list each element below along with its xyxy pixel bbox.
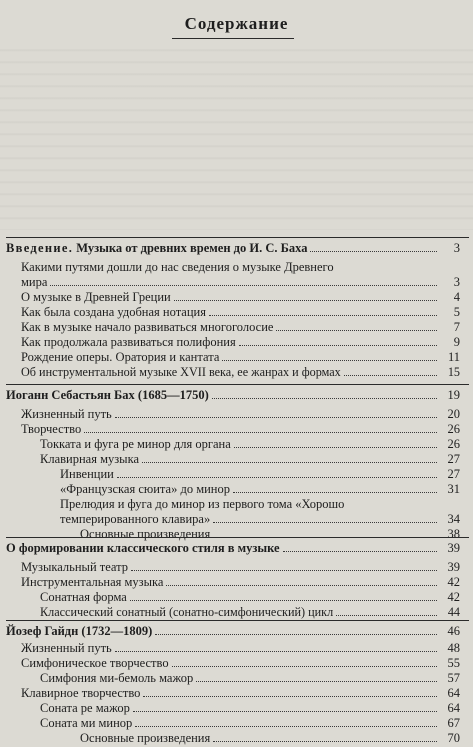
entry-text: О музыке в Древней Греции xyxy=(21,290,171,304)
section-separator xyxy=(6,237,469,238)
leader-dots xyxy=(213,741,437,742)
toc-entry-sources[interactable] xyxy=(21,275,460,290)
leader-dots xyxy=(115,651,437,652)
leader-dots xyxy=(209,315,437,316)
page-number: 39 xyxy=(447,541,460,555)
entry-text: Как была создана удобная нотация xyxy=(21,305,206,319)
leader-dots xyxy=(213,522,437,523)
toc-subsubentry-prelude-line1[interactable]: Прелюдия и фуга до минор из первого тома «Хорошо xyxy=(60,497,345,511)
toc-entry[interactable] xyxy=(21,575,460,590)
entry-text: Симфоническое творчество xyxy=(21,656,169,670)
entry-text: мира xyxy=(21,275,48,289)
heading-text: О формировании классического стиля в музыке xyxy=(6,541,280,555)
leader-dots xyxy=(196,681,437,682)
leader-dots xyxy=(166,585,437,586)
toc-entry[interactable] xyxy=(21,320,460,335)
page-number: 26 xyxy=(447,437,460,451)
page-number: 9 xyxy=(453,335,460,349)
entry-text: Как продолжала развиваться полифония xyxy=(21,335,236,349)
page-number: 64 xyxy=(447,686,460,700)
toc-subentry[interactable] xyxy=(40,452,460,467)
toc-entry[interactable] xyxy=(21,350,460,365)
toc-entry[interactable] xyxy=(21,641,460,656)
entry-text: Основные произведения xyxy=(80,527,211,541)
leader-dots xyxy=(233,492,437,493)
entry-text: Инструментальная музыка xyxy=(21,575,164,589)
toc-entry[interactable] xyxy=(21,335,460,350)
entry-text: Основные произведения xyxy=(80,731,211,745)
toc-subentry-works[interactable] xyxy=(80,731,460,746)
page-number: 27 xyxy=(447,467,460,481)
toc-subentry-works[interactable] xyxy=(80,527,460,542)
toc-subentry[interactable] xyxy=(40,701,460,716)
leader-dots xyxy=(276,330,437,331)
toc-heading-bach[interactable] xyxy=(6,388,460,403)
toc-subentry[interactable] xyxy=(40,671,460,686)
page-title: Содержание xyxy=(184,14,289,33)
page-number: 11 xyxy=(447,350,460,364)
toc-subentry[interactable] xyxy=(40,605,460,620)
leader-dots xyxy=(172,666,437,667)
page-number: 27 xyxy=(447,452,460,466)
page-number: 67 xyxy=(447,716,460,730)
leader-dots xyxy=(142,462,437,463)
leader-dots xyxy=(50,285,437,286)
entry-text: Инвенции xyxy=(60,467,114,481)
page-number: 19 xyxy=(447,388,460,402)
entry-text: Токката и фуга ре минор для органа xyxy=(40,437,231,451)
entry-text: Рождение оперы. Оратория и кантата xyxy=(21,350,220,364)
page-number: 34 xyxy=(447,512,460,526)
toc-subsubentry[interactable] xyxy=(60,482,460,497)
page-number: 3 xyxy=(453,241,460,255)
entry-text: Жизненный путь xyxy=(21,641,112,655)
leader-dots xyxy=(336,615,437,616)
entry-text: Музыкальный театр xyxy=(21,560,129,574)
heading-spaced-word: Введение. xyxy=(6,241,74,255)
toc-subentry[interactable] xyxy=(40,590,460,605)
leader-dots xyxy=(239,345,437,346)
page-number: 26 xyxy=(447,422,460,436)
leader-dots xyxy=(174,300,437,301)
toc-subentry[interactable] xyxy=(40,437,460,452)
leader-dots xyxy=(344,375,437,376)
bleed-through-area xyxy=(0,40,473,230)
entry-text: Об инструментальной музыке XVII века, ее жанрах и формах xyxy=(21,365,341,379)
leader-dots xyxy=(135,726,437,727)
entry-text: Симфония ми-бемоль мажор xyxy=(40,671,194,685)
leader-dots xyxy=(133,711,437,712)
toc-entry-sources-line1[interactable]: Какими путями дошли до нас сведения о музыке Древнего xyxy=(21,260,334,274)
page-number: 70 xyxy=(447,731,460,745)
toc-heading-haydn[interactable] xyxy=(6,624,460,639)
leader-dots xyxy=(130,600,437,601)
entry-text: Сонатная форма xyxy=(40,590,127,604)
page-number: 39 xyxy=(447,560,460,574)
section-separator xyxy=(6,384,469,385)
entry-text: Соната ре мажор xyxy=(40,701,130,715)
leader-dots xyxy=(222,360,437,361)
page-number: 42 xyxy=(447,590,460,604)
page-number: 64 xyxy=(447,701,460,715)
toc-entry[interactable] xyxy=(21,407,460,422)
leader-dots xyxy=(234,447,437,448)
leader-dots xyxy=(310,251,437,252)
leader-dots xyxy=(115,417,437,418)
toc-entry[interactable] xyxy=(21,560,460,575)
toc-entry[interactable] xyxy=(21,305,460,320)
page-number: 44 xyxy=(447,605,460,619)
section-separator xyxy=(6,620,469,621)
leader-dots xyxy=(117,477,437,478)
entry-text: Творчество xyxy=(21,422,82,436)
page-number: 38 xyxy=(447,527,460,541)
page-number: 46 xyxy=(447,624,460,638)
section-separator xyxy=(6,537,469,538)
entry-text: «Французская сюита» до минор xyxy=(60,482,230,496)
toc-entry[interactable] xyxy=(21,290,460,305)
toc-entry[interactable] xyxy=(21,686,460,701)
toc-subsubentry[interactable] xyxy=(60,467,460,482)
entry-text: Классический сонатный (сонатно-симфонический) цикл xyxy=(40,605,334,619)
page-number: 20 xyxy=(447,407,460,421)
leader-dots xyxy=(131,570,437,571)
page-number: 48 xyxy=(447,641,460,655)
leader-dots xyxy=(155,634,437,635)
leader-dots xyxy=(143,696,437,697)
toc-subentry[interactable] xyxy=(40,716,460,731)
page-number: 7 xyxy=(453,320,460,334)
entry-text: темперированного клавира» xyxy=(60,512,211,526)
toc-subsubentry-prelude[interactable] xyxy=(60,512,460,527)
page-number: 31 xyxy=(447,482,460,496)
leader-dots xyxy=(84,432,437,433)
toc-entry[interactable] xyxy=(21,656,460,671)
toc-entry[interactable] xyxy=(21,422,460,437)
leader-dots xyxy=(283,551,437,552)
toc-heading-classical-style[interactable] xyxy=(6,541,460,556)
page-number: 15 xyxy=(447,365,460,379)
entry-text: Клавирное творчество xyxy=(21,686,141,700)
heading-text: Йозеф Гайдн (1732—1809) xyxy=(6,624,153,638)
entry-text: Клавирная музыка xyxy=(40,452,140,466)
page-number: 5 xyxy=(453,305,460,319)
leader-dots xyxy=(212,398,437,399)
page-number: 3 xyxy=(453,275,460,289)
heading-text: Музыка от древних времен до И. С. Баха xyxy=(73,241,308,255)
page-number: 42 xyxy=(447,575,460,589)
entry-text: Соната ми минор xyxy=(40,716,133,730)
page-number: 57 xyxy=(447,671,460,685)
toc-heading-introduction[interactable] xyxy=(6,241,460,256)
title-underline xyxy=(172,38,294,39)
entry-text: Как в музыке начало развиваться многоголосие xyxy=(21,320,274,334)
page-number: 55 xyxy=(447,656,460,670)
page-number: 4 xyxy=(453,290,460,304)
heading-text: Иоганн Себастьян Бах (1685—1750) xyxy=(6,388,209,402)
toc-entry[interactable] xyxy=(21,365,460,380)
entry-text: Жизненный путь xyxy=(21,407,112,421)
